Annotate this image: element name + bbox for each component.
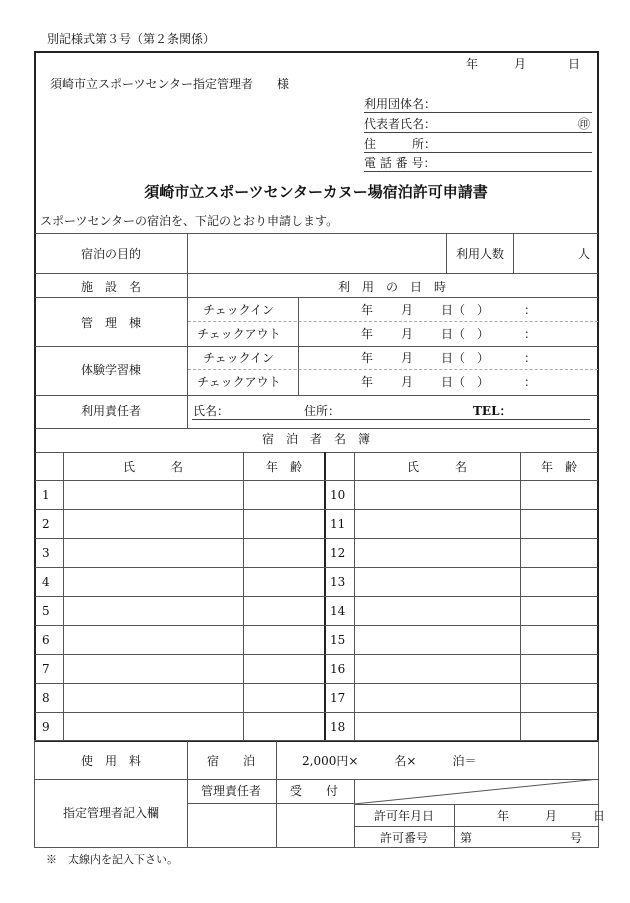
roster-name-cell[interactable] (64, 597, 243, 624)
roster-age-cell[interactable] (244, 568, 324, 595)
roster-age-cell[interactable] (244, 597, 324, 624)
phone-field[interactable] (364, 171, 592, 172)
age-header-left: 年 齢 (265, 460, 303, 474)
roster-age-cell[interactable] (521, 684, 598, 711)
facility-kanri: 管 理 棟 (80, 316, 142, 330)
fee-formula: 2,000円× 名× 泊＝ (302, 754, 477, 768)
footnote: ※ 太線内を記入下さい。 (46, 853, 178, 866)
roster-name-cell[interactable] (64, 684, 243, 711)
admin-label: 指定管理者記入欄 (62, 806, 160, 820)
checkout-label-2: チェックアウト (197, 375, 281, 389)
users-unit: 人 (578, 247, 591, 261)
roster-name-cell[interactable] (355, 626, 520, 653)
checkout-time: ： (524, 327, 537, 341)
roster-age-cell[interactable] (521, 510, 598, 537)
roster-number-left: 4 (42, 575, 50, 589)
address-field[interactable] (364, 152, 592, 153)
checkin-day-2: 日（ ） (441, 351, 490, 365)
roster-name-cell[interactable] (355, 568, 520, 595)
checkout-month: 月 (401, 327, 414, 341)
roster-age-cell[interactable] (521, 626, 598, 653)
responsible-address-label: 住所： (304, 404, 341, 418)
fee-item: 宿 泊 (206, 754, 256, 768)
roster-name-cell[interactable] (64, 481, 243, 508)
checkout-day-2: 日（ ） (441, 375, 490, 389)
roster-age-cell[interactable] (521, 481, 598, 508)
roster-number-left: 2 (42, 517, 50, 531)
roster-name-cell[interactable] (355, 684, 520, 711)
roster-name-cell[interactable] (355, 597, 520, 624)
roster-name-cell[interactable] (64, 510, 243, 537)
checkout-label: チェックアウト (197, 327, 281, 341)
roster-name-cell[interactable] (355, 539, 520, 566)
roster-age-cell[interactable] (244, 684, 324, 711)
group-name-field[interactable] (364, 112, 592, 113)
users-label: 利用人数 (455, 247, 505, 261)
roster-name-cell[interactable] (355, 655, 520, 682)
seal-mark: ㊞ (578, 117, 591, 131)
roster-name-cell[interactable] (355, 481, 520, 508)
roster-name-cell[interactable] (64, 568, 243, 595)
manager-label: 管理責任者 (200, 784, 262, 798)
responsible-name-label: 氏名： (193, 404, 230, 418)
checkin-day: 日（ ） (441, 303, 490, 317)
representative-label: 代表者氏名： (364, 117, 437, 131)
responsible-field[interactable] (192, 419, 590, 420)
roster-age-cell[interactable] (521, 539, 598, 566)
name-header-right: 氏 名 (406, 460, 468, 474)
checkin-label-2: チェックイン (203, 351, 275, 365)
roster-age-cell[interactable] (521, 655, 598, 682)
date-year: 年 (466, 57, 479, 71)
roster-title: 宿 泊 者 名 簿 (261, 432, 371, 446)
roster-name-cell[interactable] (64, 626, 243, 653)
permit-no-prefix: 第 (460, 831, 473, 845)
checkin-time: ： (524, 303, 537, 317)
checkin-month: 月 (401, 303, 414, 317)
permit-no-suffix: 号 (570, 831, 583, 845)
roster-number-right: 15 (330, 633, 346, 647)
roster-number-left: 8 (42, 691, 50, 705)
checkout-day: 日（ ） (441, 327, 490, 341)
date-month: 月 (514, 57, 527, 71)
roster-age-cell[interactable] (521, 713, 598, 740)
checkin-year: 年 (361, 303, 374, 317)
checkin-label: チェックイン (203, 303, 275, 317)
checkout-year: 年 (361, 327, 374, 341)
phone-label: 電 話 番 号： (364, 156, 436, 170)
responsible-tel-label: TEL： (473, 404, 512, 418)
representative-field[interactable] (364, 132, 592, 133)
roster-number-right: 14 (330, 604, 346, 618)
form-title: 須崎市立スポーツセンターカヌー場宿泊許可申請書 (144, 183, 488, 201)
group-name-label: 利用団体名： (364, 97, 437, 111)
permit-date-value: 年 月 日 (497, 809, 606, 823)
roster-age-cell[interactable] (521, 568, 598, 595)
date-day: 日 (568, 57, 581, 71)
roster-number-right: 17 (330, 691, 346, 705)
roster-number-right: 16 (330, 662, 346, 676)
purpose-field[interactable] (190, 236, 444, 270)
permit-date-label: 許可年月日 (373, 809, 435, 823)
roster-number-left: 9 (42, 720, 50, 734)
diagonal-slash (354, 779, 599, 804)
roster-name-cell[interactable] (355, 510, 520, 537)
roster-name-cell[interactable] (355, 713, 520, 740)
checkout-time-2: ： (524, 375, 537, 389)
roster-number-left: 6 (42, 633, 50, 647)
roster-age-cell[interactable] (244, 655, 324, 682)
form-label: 別記様式第３号（第２条関係） (47, 32, 216, 46)
roster-age-cell[interactable] (244, 510, 324, 537)
checkout-year-2: 年 (361, 375, 374, 389)
datetime-header: 利 用 の 日 時 (337, 280, 447, 294)
checkin-year-2: 年 (361, 351, 374, 365)
roster-number-right: 12 (330, 546, 346, 560)
address-label: 住 所： (364, 137, 437, 151)
roster-number-right: 13 (330, 575, 346, 589)
roster-number-left: 5 (42, 604, 50, 618)
roster-age-cell[interactable] (244, 481, 324, 508)
roster-number-left: 1 (42, 488, 50, 502)
facility-name-header: 施 設 名 (80, 280, 142, 294)
intro-text: スポーツセンターの宿泊を、下記のとおり申請します。 (40, 214, 339, 228)
roster-number-left: 7 (42, 662, 50, 676)
roster-age-cell[interactable] (244, 539, 324, 566)
users-field[interactable] (516, 236, 576, 270)
roster-age-cell[interactable] (244, 713, 324, 740)
roster-number-left: 3 (42, 546, 50, 560)
roster-age-cell[interactable] (244, 626, 324, 653)
roster-name-cell[interactable] (64, 655, 243, 682)
checkout-month-2: 月 (401, 375, 414, 389)
roster-age-cell[interactable] (521, 597, 598, 624)
facility-taiken: 体験学習棟 (80, 363, 142, 377)
checkin-month-2: 月 (401, 351, 414, 365)
responsible-label: 利用責任者 (80, 404, 142, 418)
age-header-right: 年 齢 (540, 460, 578, 474)
roster-number-right: 11 (330, 517, 346, 531)
roster-number-right: 10 (330, 488, 346, 502)
roster-name-cell[interactable] (64, 713, 243, 740)
checkin-time-2: ： (524, 351, 537, 365)
fee-label: 使 用 料 (80, 754, 142, 768)
roster-number-right: 18 (330, 720, 346, 734)
permit-no-label: 許可番号 (379, 831, 429, 845)
name-header-left: 氏 名 (122, 460, 184, 474)
roster-name-cell[interactable] (64, 539, 243, 566)
purpose-label: 宿泊の目的 (80, 247, 142, 261)
addressee: 須崎市立スポーツセンター指定管理者 様 (50, 77, 290, 91)
reception-label: 受 付 (289, 784, 339, 798)
